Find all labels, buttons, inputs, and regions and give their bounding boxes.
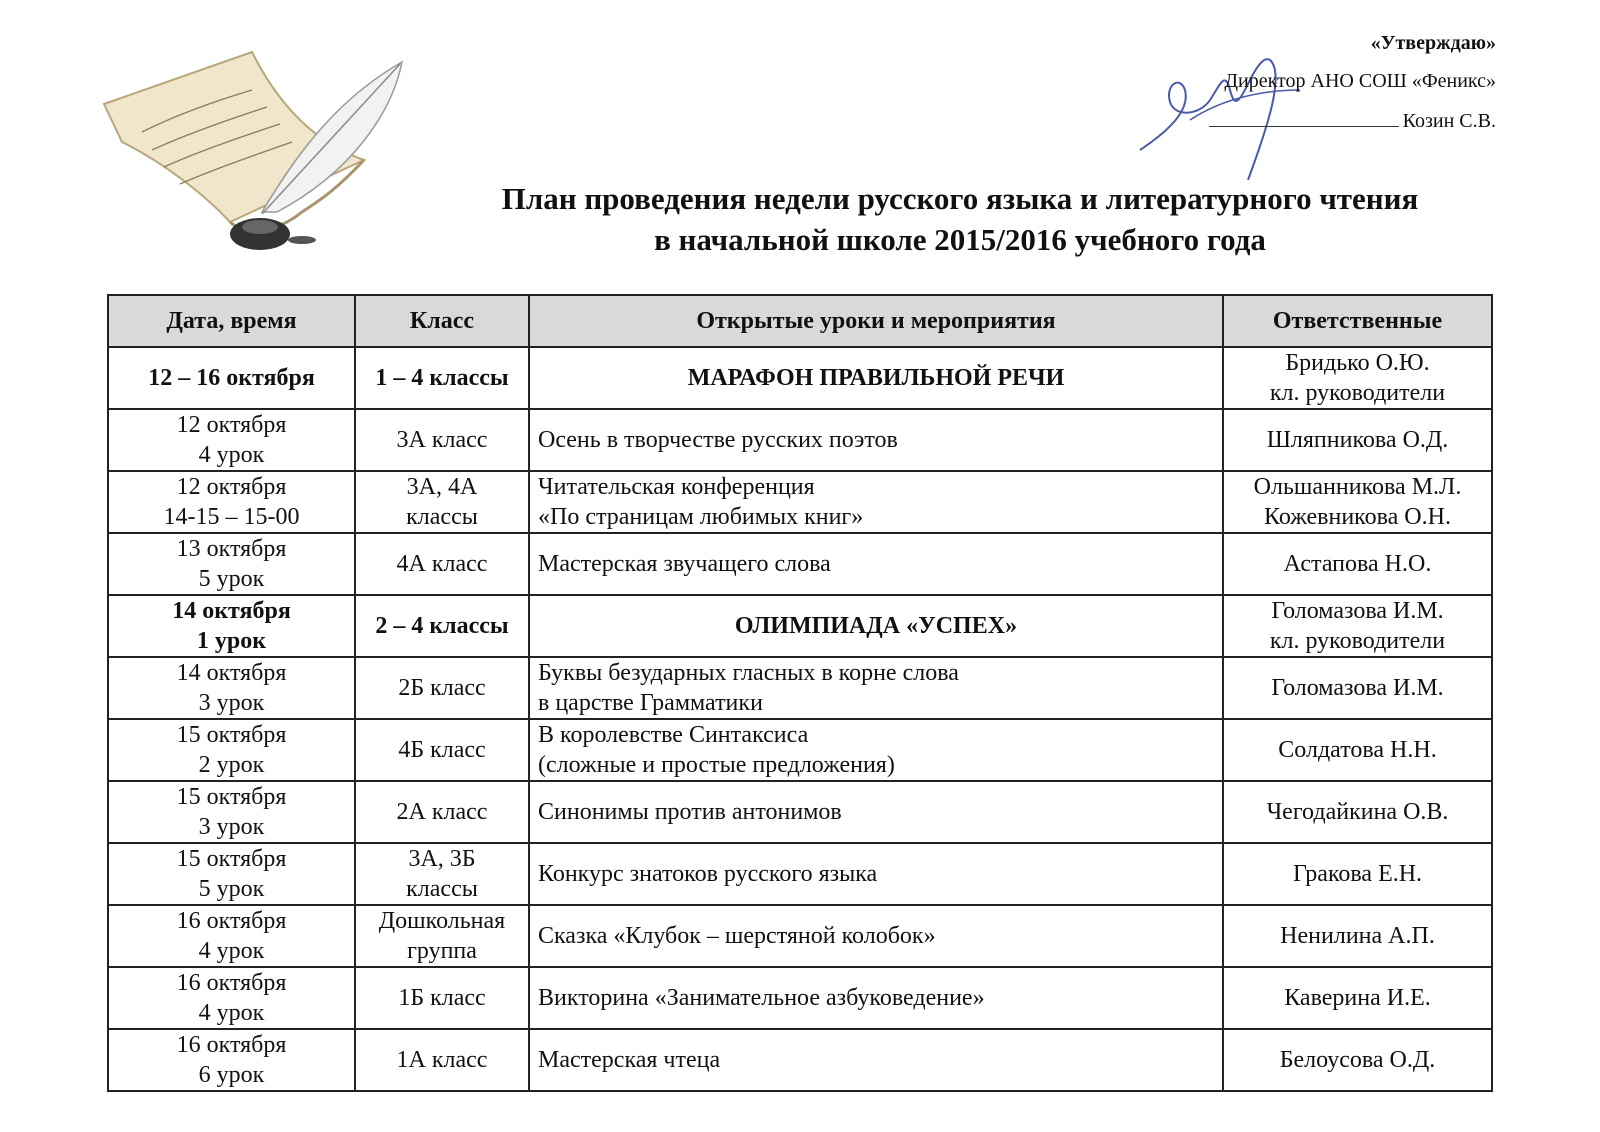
document-title — [420, 178, 1500, 260]
cell-date — [108, 657, 355, 719]
cell-date-line: 5 урок — [198, 876, 265, 902]
cell-date — [108, 347, 355, 409]
cell-class-line: 3А, 3Б — [408, 846, 476, 872]
cell-event — [529, 533, 1223, 595]
cell-responsible-line: Каверина И.Е. — [1284, 985, 1431, 1011]
cell-class-line: классы — [406, 504, 478, 530]
title-line-2: в начальной школе 2015/2016 учебного года — [654, 222, 1266, 257]
title-line-1: План проведения недели русского языка и литературного чтения — [501, 181, 1419, 216]
cell-date — [108, 533, 355, 595]
cell-event-line: Сказка «Клубок – шерстяной колобок» — [538, 923, 936, 949]
cell-responsible-line: Шляпникова О.Д. — [1266, 427, 1449, 453]
cell-event — [529, 905, 1223, 967]
cell-event — [529, 967, 1223, 1029]
cell-date — [108, 471, 355, 533]
cell-class-line: группа — [407, 938, 477, 964]
header-responsible: Ответственные — [1223, 295, 1492, 347]
table-row — [108, 533, 1492, 595]
cell-date-line: 3 урок — [198, 814, 265, 840]
cell-date-line: 15 октября — [176, 722, 287, 748]
table-row — [108, 843, 1492, 905]
cell-event — [529, 843, 1223, 905]
cell-date-line: 12 – 16 октября — [148, 365, 315, 391]
table-row — [108, 719, 1492, 781]
cell-class-line: Дошкольная — [378, 908, 506, 934]
cell-date-line: 4 урок — [198, 1000, 265, 1026]
cell-class-line: 4А класс — [396, 551, 488, 577]
cell-class-line: 2Б класс — [398, 675, 486, 701]
cell-class — [355, 471, 529, 533]
events-table — [107, 294, 1493, 1092]
cell-date-line: 12 октября — [176, 412, 287, 438]
cell-date — [108, 781, 355, 843]
cell-date-line: 4 урок — [198, 442, 265, 468]
table-body — [108, 347, 1492, 1091]
cell-class-line: 3А класс — [396, 427, 488, 453]
approval-name: Козин С.В. — [1402, 110, 1496, 132]
cell-event-line: В королевстве Синтаксиса — [538, 722, 809, 748]
cell-date — [108, 967, 355, 1029]
cell-date-line: 2 урок — [198, 752, 265, 778]
cell-responsible-line: Бридько О.Ю. — [1285, 350, 1430, 376]
cell-event — [529, 347, 1223, 409]
approval-heading: «Утверждаю» — [1370, 32, 1496, 54]
table-row — [108, 905, 1492, 967]
cell-event — [529, 719, 1223, 781]
header-events: Открытые уроки и мероприятия — [529, 295, 1223, 347]
cell-responsible-line: Голомазова И.М. — [1271, 598, 1444, 624]
table-row — [108, 595, 1492, 657]
cell-date-line: 1 урок — [196, 628, 267, 654]
cell-date — [108, 905, 355, 967]
cell-date-line: 14-15 – 15-00 — [163, 504, 300, 530]
cell-responsible — [1223, 781, 1492, 843]
cell-class — [355, 781, 529, 843]
cell-responsible-line: кл. руководители — [1269, 628, 1446, 654]
cell-class-line: 2А класс — [396, 799, 488, 825]
cell-responsible — [1223, 1029, 1492, 1091]
cell-class-line: классы — [406, 876, 478, 902]
header-date: Дата, время — [108, 295, 355, 347]
approval-signature-line — [1209, 100, 1496, 140]
cell-date-line: 16 октября — [176, 908, 287, 934]
cell-responsible-line: Чегодайкина О.В. — [1266, 799, 1449, 825]
table-row — [108, 657, 1492, 719]
cell-date-line: 16 октября — [176, 970, 287, 996]
cell-responsible-line: Ольшанникова М.Л. — [1253, 474, 1462, 500]
cell-date-line: 4 урок — [198, 938, 265, 964]
cell-class — [355, 347, 529, 409]
cell-date-line: 14 октября — [172, 598, 291, 624]
cell-event-line: Викторина «Занимательное азбуковедение» — [538, 985, 985, 1011]
cell-date — [108, 409, 355, 471]
cell-responsible — [1223, 967, 1492, 1029]
cell-date-line: 16 октября — [176, 1032, 287, 1058]
cell-event-line: (сложные и простые предложения) — [538, 752, 895, 778]
cell-responsible-line: Голомазова И.М. — [1271, 675, 1444, 701]
cell-date — [108, 719, 355, 781]
cell-class-line: 1 – 4 классы — [375, 365, 509, 391]
cell-responsible-line: Гракова Е.Н. — [1292, 861, 1423, 887]
cell-event-line: Мастерская звучащего слова — [538, 551, 831, 577]
cell-responsible-line: Белоусова О.Д. — [1279, 1047, 1436, 1073]
cell-event — [529, 781, 1223, 843]
cell-responsible-line: Астапова Н.О. — [1283, 551, 1432, 577]
cell-class — [355, 595, 529, 657]
cell-class — [355, 409, 529, 471]
cell-event-line: ОЛИМПИАДА «УСПЕХ» — [734, 613, 1018, 639]
cell-responsible — [1223, 843, 1492, 905]
cell-event — [529, 409, 1223, 471]
table-row — [108, 1029, 1492, 1091]
cell-responsible — [1223, 595, 1492, 657]
cell-date — [108, 595, 355, 657]
table-row — [108, 409, 1492, 471]
cell-responsible — [1223, 719, 1492, 781]
cell-event — [529, 657, 1223, 719]
cell-responsible — [1223, 657, 1492, 719]
cell-date-line: 13 октября — [176, 536, 287, 562]
cell-event-line: Осень в творчестве русских поэтов — [538, 427, 898, 453]
table-row — [108, 471, 1492, 533]
table-row — [108, 781, 1492, 843]
approval-block — [1209, 24, 1496, 140]
cell-class-line: 1Б класс — [398, 985, 486, 1011]
cell-date — [108, 843, 355, 905]
cell-responsible — [1223, 471, 1492, 533]
approval-position: Директор АНО СОШ «Феникс» — [1224, 70, 1496, 92]
cell-event — [529, 1029, 1223, 1091]
scroll-quill-illustration — [102, 42, 432, 267]
cell-event-line: Конкурс знатоков русского языка — [538, 861, 878, 887]
cell-event-line: «По страницам любимых книг» — [538, 504, 864, 530]
cell-responsible — [1223, 409, 1492, 471]
cell-date-line: 15 октября — [176, 846, 287, 872]
cell-event-line: в царстве Грамматики — [538, 690, 763, 716]
cell-class-line: 1А класс — [396, 1047, 488, 1073]
cell-class — [355, 905, 529, 967]
cell-date-line: 5 урок — [198, 566, 265, 592]
cell-date — [108, 1029, 355, 1091]
cell-responsible — [1223, 533, 1492, 595]
cell-event-line: Синонимы против антонимов — [538, 799, 842, 825]
table-row — [108, 967, 1492, 1029]
header-class: Класс — [355, 295, 529, 347]
cell-date-line: 12 октября — [176, 474, 287, 500]
cell-responsible — [1223, 347, 1492, 409]
cell-class — [355, 843, 529, 905]
cell-event — [529, 595, 1223, 657]
cell-class — [355, 967, 529, 1029]
cell-responsible-line: кл. руководители — [1269, 380, 1446, 406]
cell-event — [529, 471, 1223, 533]
cell-responsible-line: Солдатова Н.Н. — [1278, 737, 1437, 763]
cell-class — [355, 719, 529, 781]
cell-date-line: 15 октября — [176, 784, 287, 810]
cell-date-line: 3 урок — [198, 690, 265, 716]
cell-date-line: 14 октября — [176, 660, 287, 686]
table-header-row — [108, 295, 1492, 347]
table-row — [108, 347, 1492, 409]
cell-responsible — [1223, 905, 1492, 967]
cell-class-line: 3А, 4А — [406, 474, 478, 500]
cell-responsible-line: Ненилина А.П. — [1280, 923, 1435, 949]
cell-date-line: 6 урок — [198, 1062, 265, 1088]
cell-event-line: Читательская конференция — [538, 474, 815, 500]
cell-class — [355, 657, 529, 719]
cell-event-line: МАРАФОН ПРАВИЛЬНОЙ РЕЧИ — [687, 365, 1065, 391]
cell-event-line: Буквы безударных гласных в корне слова — [538, 660, 959, 686]
cell-class — [355, 533, 529, 595]
cell-class-line: 4Б класс — [398, 737, 486, 763]
cell-responsible-line: Кожевникова О.Н. — [1264, 504, 1451, 530]
cell-class-line: 2 – 4 классы — [375, 613, 509, 639]
cell-class — [355, 1029, 529, 1091]
signature-underline — [1209, 100, 1399, 127]
cell-event-line: Мастерская чтеца — [538, 1047, 721, 1073]
